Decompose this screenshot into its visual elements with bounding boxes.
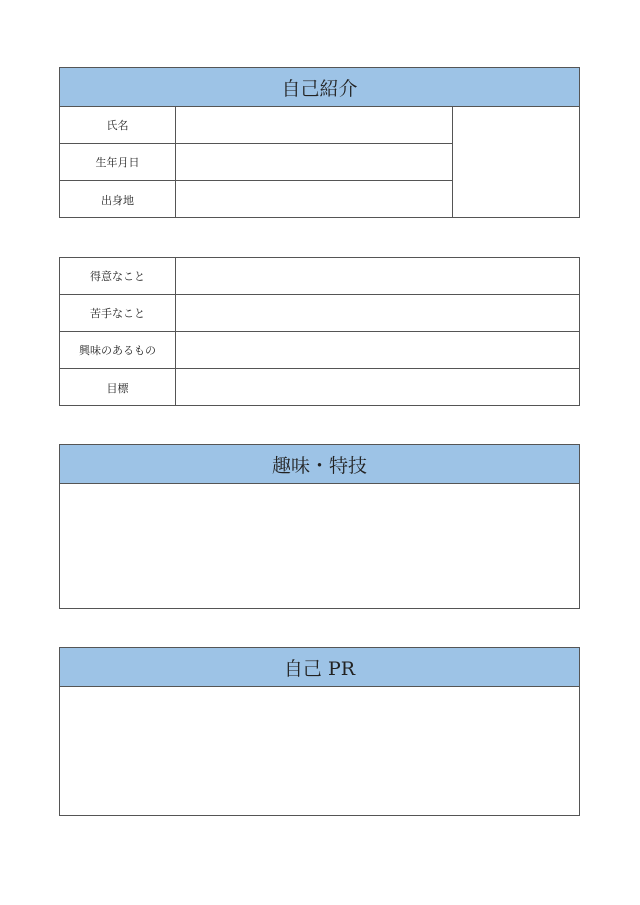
hobbies-field[interactable]: [60, 484, 579, 608]
pr-section: [59, 647, 580, 816]
interests-field[interactable]: [176, 332, 579, 368]
birthdate-label: 生年月日: [60, 144, 176, 180]
hometown-label: 出身地: [60, 181, 176, 218]
name-field[interactable]: [176, 107, 452, 143]
interests-label: 興味のあるもの: [60, 332, 176, 368]
profile-title: 自己紹介: [60, 68, 579, 107]
strengths-label: 得意なこと: [60, 258, 176, 294]
profile-table: [59, 67, 580, 218]
strengths-field[interactable]: [176, 258, 579, 294]
weaknesses-field[interactable]: [176, 295, 579, 331]
weaknesses-label: 苦手なこと: [60, 295, 176, 331]
hometown-field[interactable]: [176, 181, 452, 218]
pr-title: 自己 PR: [60, 648, 579, 687]
photo-area[interactable]: [453, 107, 579, 218]
birthdate-field[interactable]: [176, 144, 452, 180]
name-label: 氏名: [60, 107, 176, 143]
pr-field[interactable]: [60, 687, 579, 815]
goal-label: 目標: [60, 369, 176, 406]
details-table: [59, 257, 580, 406]
hobbies-section: [59, 444, 580, 609]
goal-field[interactable]: [176, 369, 579, 406]
hobbies-title: 趣味・特技: [60, 445, 579, 484]
